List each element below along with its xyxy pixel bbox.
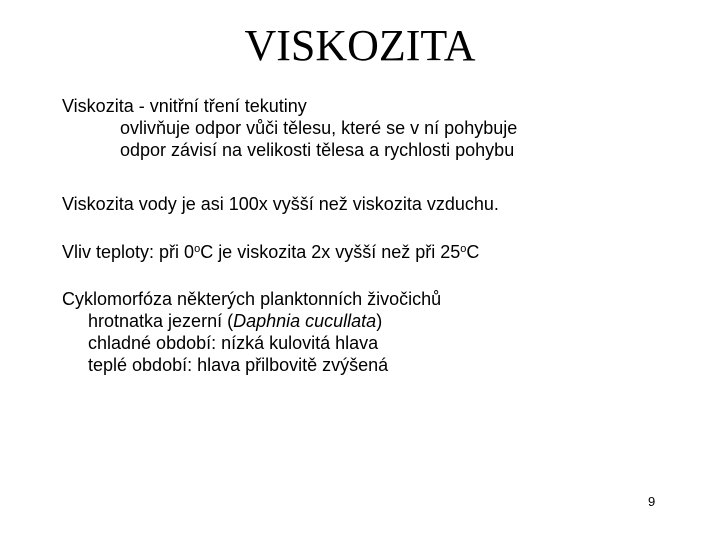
definition-line: Viskozita - vnitřní tření tekutiny: [62, 96, 307, 116]
cyclomorphosis-paragraph: [62, 288, 702, 376]
species-latin-name: Daphnia cucullata: [233, 311, 377, 331]
temperature-text-middle: C je viskozita 2x vyšší než při 25: [200, 242, 461, 262]
water-vs-air-line: Viskozita vody je asi 100x vyšší než viskozita vzduchu.: [62, 194, 499, 214]
page-number: 9: [648, 494, 656, 509]
species-line: [62, 310, 702, 332]
degree-superscript: o: [194, 243, 201, 255]
viscosity-definition: [62, 95, 702, 161]
definition-subline-resistance: ovlivňuje odpor vůči tělesu, které se v ní pohybuje: [120, 118, 518, 138]
species-closing-paren: ): [376, 311, 383, 331]
cyclomorphosis-heading: Cyklomorfóza některých planktonních živočichů: [62, 289, 442, 309]
temperature-text-end: C: [466, 242, 480, 262]
degree-superscript: o: [460, 243, 467, 255]
temperature-line: [62, 241, 702, 266]
warm-period-line: teplé období: hlava přilbovitě zvýšená: [88, 355, 389, 375]
temperature-text-start: Vliv teploty: při 0: [62, 242, 195, 262]
cold-period-line: chladné období: nízká kulovitá hlava: [88, 333, 379, 353]
slide-title: VISKOZITA: [244, 21, 476, 70]
temperature-paragraph: [62, 241, 702, 266]
species-common-name: hrotnatka jezerní (: [88, 311, 234, 331]
definition-subline-dependence: odpor závisí na velikosti tělesa a rychlosti pohybu: [120, 140, 515, 160]
water-vs-air-paragraph: [62, 193, 702, 215]
